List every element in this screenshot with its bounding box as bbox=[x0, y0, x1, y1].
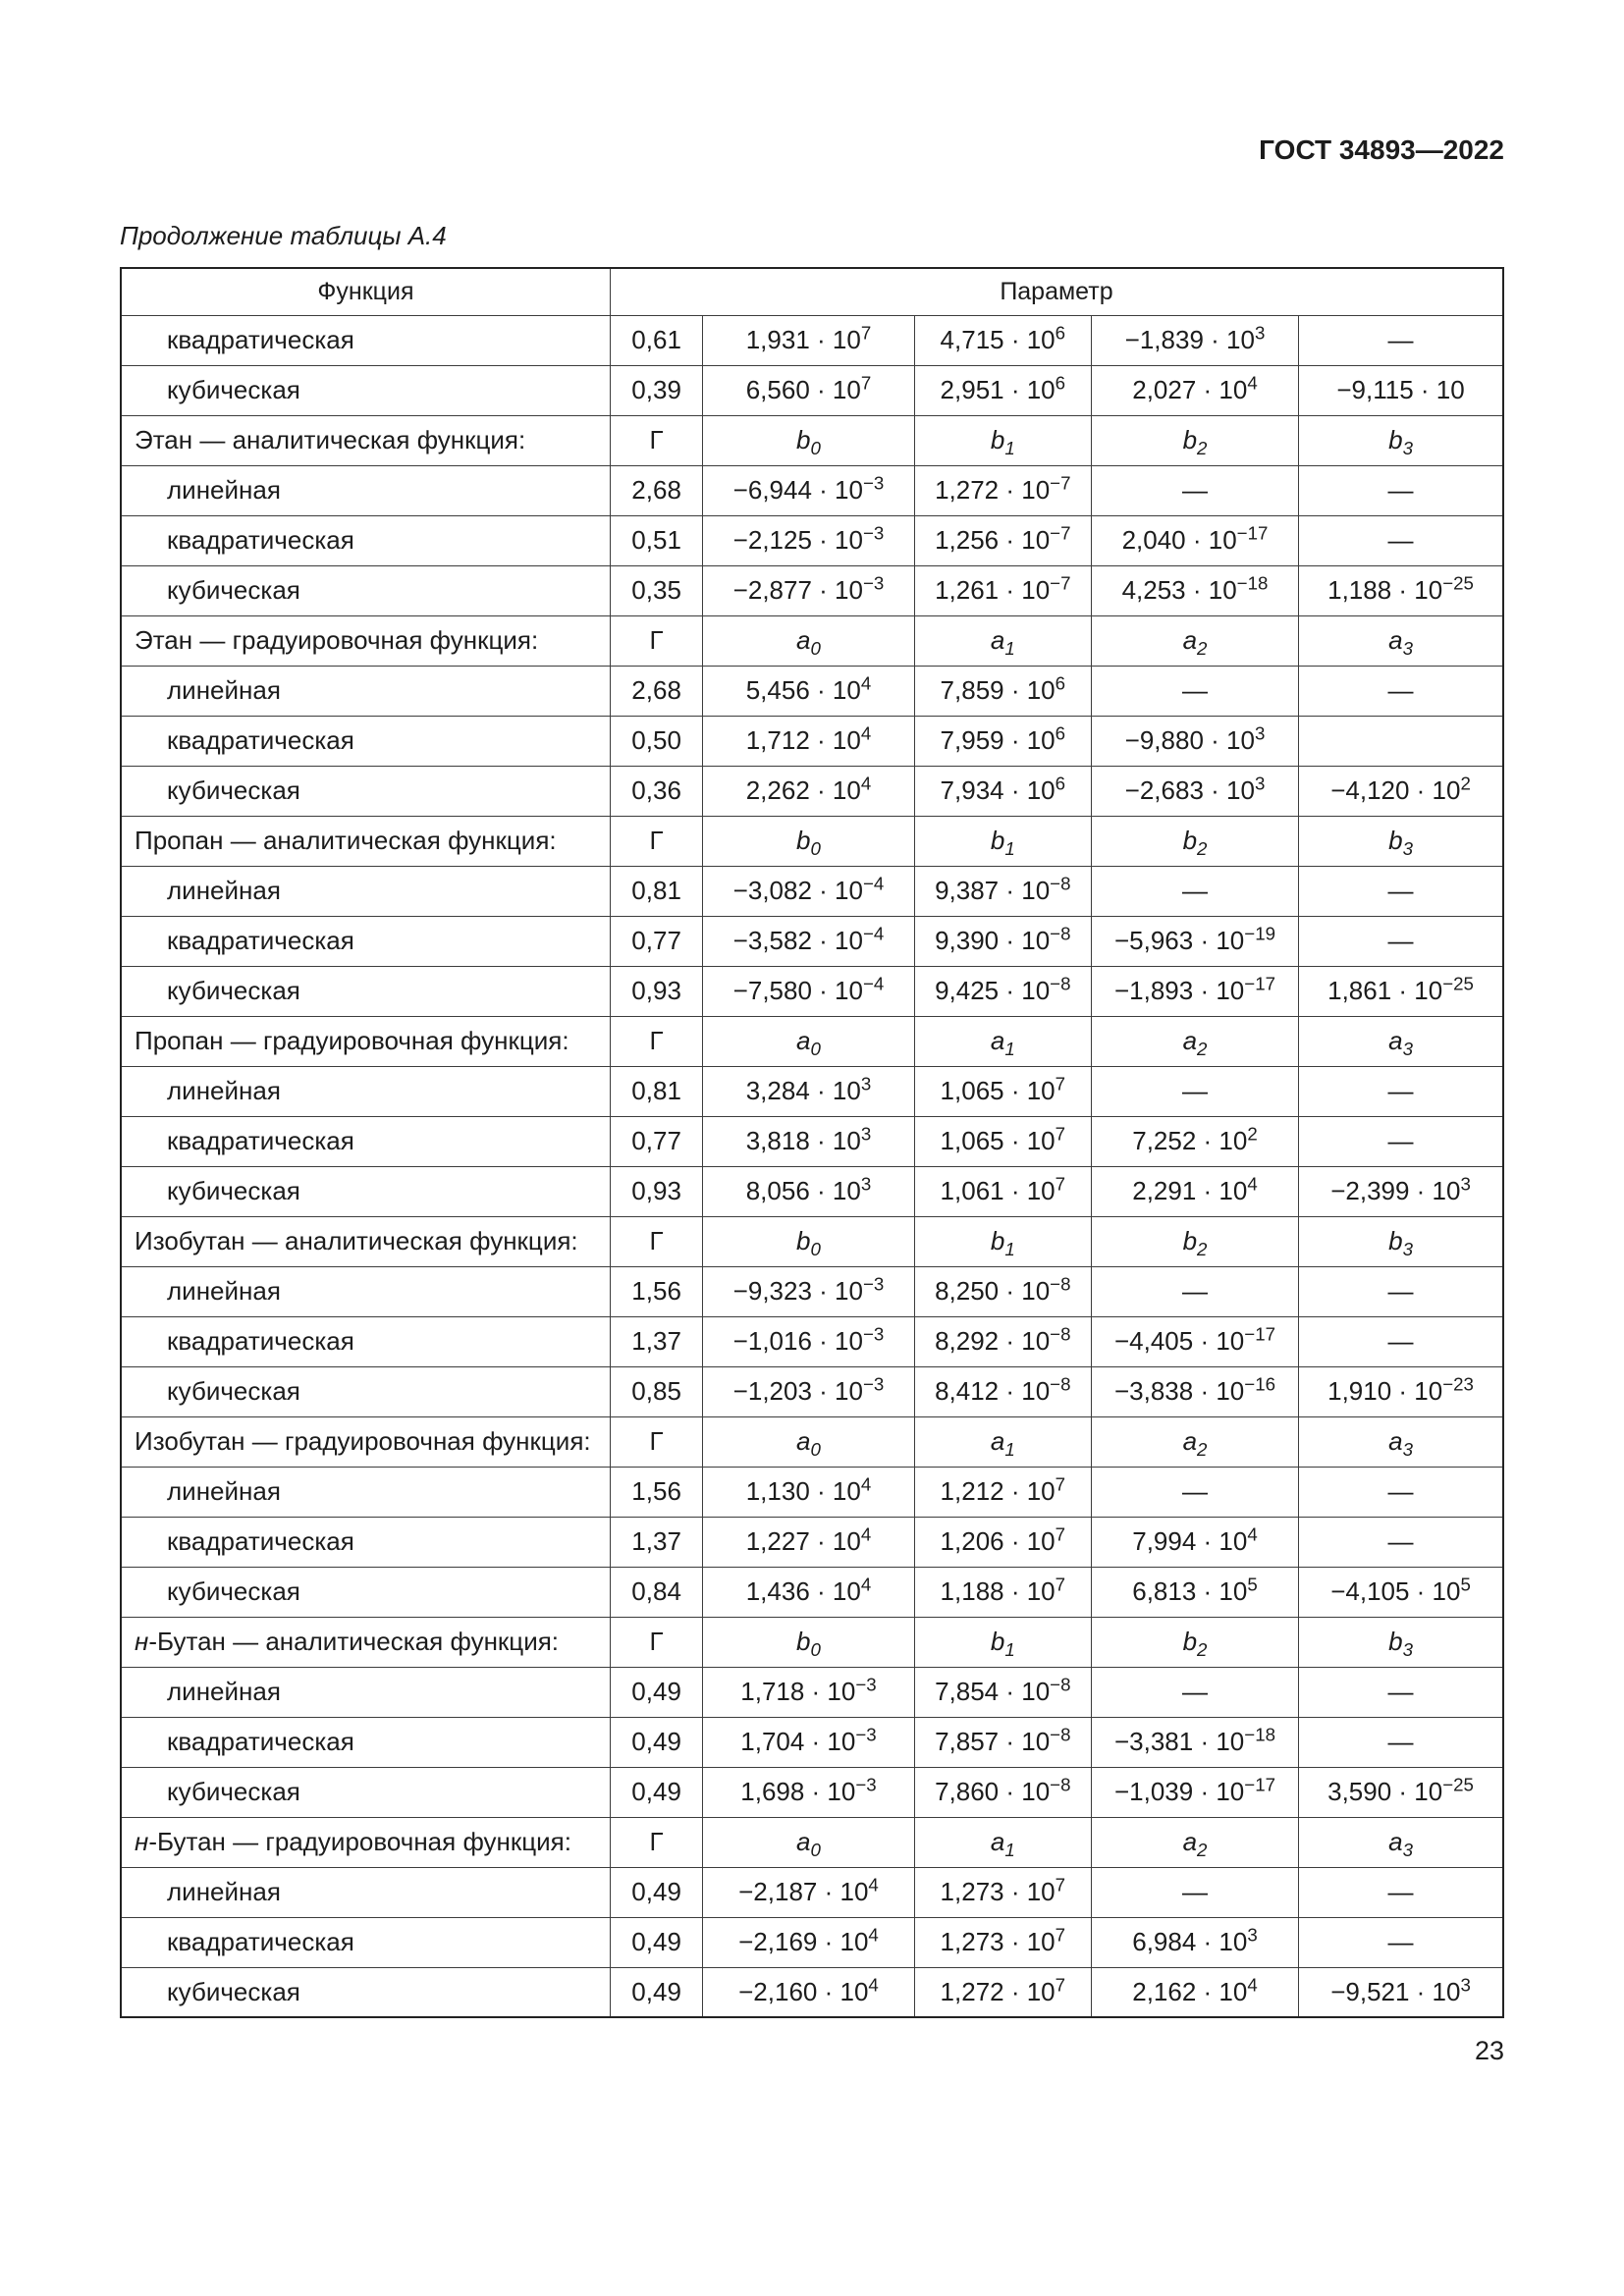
param-cell: $b_2$ bbox=[1091, 415, 1298, 465]
function-cell: кубическая bbox=[121, 565, 610, 615]
table-row bbox=[121, 465, 1503, 515]
param-cell: $8,412 \cdot 10^{-8}$ bbox=[914, 1366, 1091, 1416]
param-cell: $-7,580 \cdot 10^{-4}$ bbox=[703, 966, 914, 1016]
page-number: 23 bbox=[1474, 2036, 1504, 2066]
table-row bbox=[121, 315, 1503, 365]
function-cell: квадратическая bbox=[121, 1116, 610, 1166]
param-cell: $1,188 \cdot 10^{-25}$ bbox=[1299, 565, 1503, 615]
param-cell: $-4,105 \cdot 10^5$ bbox=[1299, 1567, 1503, 1617]
param-cell: $b_3$ bbox=[1299, 1216, 1503, 1266]
param-cell: $a_2$ bbox=[1091, 1416, 1298, 1467]
table-row bbox=[121, 1567, 1503, 1617]
param-cell: $a_2$ bbox=[1091, 1016, 1298, 1066]
param-cell: $-2,399 \cdot 10^3$ bbox=[1299, 1166, 1503, 1216]
param-cell: $b_2$ bbox=[1091, 1216, 1298, 1266]
param-cell: $1,436 \cdot 10^4$ bbox=[703, 1567, 914, 1617]
param-cell: $a_0$ bbox=[703, 1817, 914, 1867]
param-cell: $1,212 \cdot 10^7$ bbox=[914, 1467, 1091, 1517]
function-cell: кубическая bbox=[121, 1366, 610, 1416]
function-cell: Этан — аналитическая функция: bbox=[121, 415, 610, 465]
gamma-cell: Г bbox=[610, 1617, 702, 1667]
param-cell: $-2,160 \cdot 10^4$ bbox=[703, 1967, 914, 2017]
function-cell: квадратическая bbox=[121, 1316, 610, 1366]
param-cell: — bbox=[1299, 515, 1503, 565]
table-row bbox=[121, 1066, 1503, 1116]
param-cell: $2,951 \cdot 10^6$ bbox=[914, 365, 1091, 415]
table-row bbox=[121, 666, 1503, 716]
param-cell: $a_0$ bbox=[703, 1016, 914, 1066]
function-cell: линейная bbox=[121, 1867, 610, 1917]
function-cell: Пропан — аналитическая функция: bbox=[121, 816, 610, 866]
table-row bbox=[121, 1266, 1503, 1316]
param-cell: $4,715 \cdot 10^6$ bbox=[914, 315, 1091, 365]
section-row bbox=[121, 1016, 1503, 1066]
param-cell: $-3,082 \cdot 10^{-4}$ bbox=[703, 866, 914, 916]
gamma-cell: 0,51 bbox=[610, 515, 702, 565]
param-cell: $4,253 \cdot 10^{-18}$ bbox=[1091, 565, 1298, 615]
doc-number: ГОСТ 34893—2022 bbox=[1259, 134, 1504, 165]
param-cell: $b_0$ bbox=[703, 415, 914, 465]
param-cell: −9,115 · 10 bbox=[1299, 365, 1503, 415]
param-cell: $7,252 \cdot 10^2$ bbox=[1091, 1116, 1298, 1166]
function-cell: линейная bbox=[121, 1066, 610, 1116]
gamma-cell: 0,81 bbox=[610, 866, 702, 916]
table-row bbox=[121, 515, 1503, 565]
param-cell: $b_1$ bbox=[914, 816, 1091, 866]
table-row bbox=[121, 1667, 1503, 1717]
param-cell: $9,390 \cdot 10^{-8}$ bbox=[914, 916, 1091, 966]
table-row bbox=[121, 1366, 1503, 1416]
gamma-cell: 0,49 bbox=[610, 1867, 702, 1917]
param-cell: $7,994 \cdot 10^4$ bbox=[1091, 1517, 1298, 1567]
param-cell: $a_2$ bbox=[1091, 1817, 1298, 1867]
param-cell: — bbox=[1299, 1066, 1503, 1116]
gamma-cell: Г bbox=[610, 1416, 702, 1467]
param-cell: $b_1$ bbox=[914, 1617, 1091, 1667]
function-cell: н-Бутан — аналитическая функция: bbox=[121, 1617, 610, 1667]
param-cell: — bbox=[1299, 465, 1503, 515]
param-cell: $2,162 \cdot 10^4$ bbox=[1091, 1967, 1298, 2017]
param-cell: $b_2$ bbox=[1091, 1617, 1298, 1667]
function-cell: квадратическая bbox=[121, 315, 610, 365]
param-cell: $-1,203 \cdot 10^{-3}$ bbox=[703, 1366, 914, 1416]
param-cell: $a_1$ bbox=[914, 1016, 1091, 1066]
param-cell: $a_3$ bbox=[1299, 615, 1503, 666]
table-caption: Продолжение таблицы А.4 bbox=[120, 220, 447, 250]
param-cell: $-2,125 \cdot 10^{-3}$ bbox=[703, 515, 914, 565]
gamma-cell: 0,84 bbox=[610, 1567, 702, 1617]
param-cell: $7,959 \cdot 10^6$ bbox=[914, 716, 1091, 766]
param-cell: — bbox=[1299, 1467, 1503, 1517]
param-cell: — bbox=[1299, 1316, 1503, 1366]
param-cell: $-1,893 \cdot 10^{-17}$ bbox=[1091, 966, 1298, 1016]
section-row bbox=[121, 1216, 1503, 1266]
param-cell: $-9,323 \cdot 10^{-3}$ bbox=[703, 1266, 914, 1316]
param-cell: $a_3$ bbox=[1299, 1416, 1503, 1467]
section-row bbox=[121, 415, 1503, 465]
param-cell: $8,250 \cdot 10^{-8}$ bbox=[914, 1266, 1091, 1316]
gamma-cell: 1,56 bbox=[610, 1467, 702, 1517]
param-cell: $3,590 \cdot 10^{-25}$ bbox=[1299, 1767, 1503, 1817]
param-cell: $-3,838 \cdot 10^{-16}$ bbox=[1091, 1366, 1298, 1416]
gamma-cell: 0,85 bbox=[610, 1366, 702, 1416]
parameters-table bbox=[120, 267, 1504, 2019]
param-cell: — bbox=[1299, 1116, 1503, 1166]
table-row bbox=[121, 1917, 1503, 1967]
param-cell: $b_3$ bbox=[1299, 1617, 1503, 1667]
gamma-cell: 0,36 bbox=[610, 766, 702, 816]
function-cell: кубическая bbox=[121, 1767, 610, 1817]
table-row bbox=[121, 866, 1503, 916]
function-cell: квадратическая bbox=[121, 1917, 610, 1967]
table-row bbox=[121, 1467, 1503, 1517]
param-cell: $2,027 \cdot 10^4$ bbox=[1091, 365, 1298, 415]
param-cell: — bbox=[1091, 866, 1298, 916]
table-body bbox=[121, 315, 1503, 2017]
param-cell: — bbox=[1299, 1266, 1503, 1316]
gamma-cell: 2,68 bbox=[610, 666, 702, 716]
table-row bbox=[121, 966, 1503, 1016]
param-cell: $b_2$ bbox=[1091, 816, 1298, 866]
param-cell: — bbox=[1091, 1467, 1298, 1517]
param-cell: $7,859 \cdot 10^6$ bbox=[914, 666, 1091, 716]
table-row bbox=[121, 1517, 1503, 1567]
param-cell: $1,261 \cdot 10^{-7}$ bbox=[914, 565, 1091, 615]
table-row bbox=[121, 1316, 1503, 1366]
function-cell: линейная bbox=[121, 866, 610, 916]
gamma-cell: 0,77 bbox=[610, 1116, 702, 1166]
param-cell: — bbox=[1091, 1867, 1298, 1917]
function-cell: кубическая bbox=[121, 966, 610, 1016]
param-cell: $-1,839 \cdot 10^3$ bbox=[1091, 315, 1298, 365]
function-cell: кубическая bbox=[121, 365, 610, 415]
param-cell: $1,910 \cdot 10^{-23}$ bbox=[1299, 1366, 1503, 1416]
param-cell: $2,262 \cdot 10^4$ bbox=[703, 766, 914, 816]
section-row bbox=[121, 615, 1503, 666]
param-cell: $1,130 \cdot 10^4$ bbox=[703, 1467, 914, 1517]
gamma-cell: 0,39 bbox=[610, 365, 702, 415]
param-cell: $1,061 \cdot 10^7$ bbox=[914, 1166, 1091, 1216]
gamma-cell: Г bbox=[610, 1817, 702, 1867]
param-cell: $b_1$ bbox=[914, 1216, 1091, 1266]
param-cell: — bbox=[1299, 1917, 1503, 1967]
gamma-cell: 0,93 bbox=[610, 966, 702, 1016]
param-cell: $1,704 \cdot 10^{-3}$ bbox=[703, 1717, 914, 1767]
param-cell: $3,284 \cdot 10^3$ bbox=[703, 1066, 914, 1116]
param-cell: $6,984 \cdot 10^3$ bbox=[1091, 1917, 1298, 1967]
param-cell: $a_0$ bbox=[703, 615, 914, 666]
function-cell: Пропан — градуировочная функция: bbox=[121, 1016, 610, 1066]
param-cell: $-2,877 \cdot 10^{-3}$ bbox=[703, 565, 914, 615]
gamma-cell: 2,68 bbox=[610, 465, 702, 515]
function-cell: квадратическая bbox=[121, 515, 610, 565]
param-cell: — bbox=[1299, 1867, 1503, 1917]
param-cell: $6,813 \cdot 10^5$ bbox=[1091, 1567, 1298, 1617]
gamma-cell: 0,77 bbox=[610, 916, 702, 966]
param-cell: $1,256 \cdot 10^{-7}$ bbox=[914, 515, 1091, 565]
gamma-cell: 0,93 bbox=[610, 1166, 702, 1216]
param-cell: $1,206 \cdot 10^7$ bbox=[914, 1517, 1091, 1567]
param-cell: $7,934 \cdot 10^6$ bbox=[914, 766, 1091, 816]
gamma-cell: Г bbox=[610, 816, 702, 866]
param-cell: $-2,187 \cdot 10^4$ bbox=[703, 1867, 914, 1917]
param-cell: — bbox=[1299, 916, 1503, 966]
function-cell: квадратическая bbox=[121, 1717, 610, 1767]
param-cell: $a_3$ bbox=[1299, 1817, 1503, 1867]
param-cell: — bbox=[1091, 1266, 1298, 1316]
param-cell: $7,860 \cdot 10^{-8}$ bbox=[914, 1767, 1091, 1817]
table-row bbox=[121, 1116, 1503, 1166]
function-cell: Изобутан — аналитическая функция: bbox=[121, 1216, 610, 1266]
param-cell: $1,065 \cdot 10^7$ bbox=[914, 1116, 1091, 1166]
param-cell: $b_3$ bbox=[1299, 816, 1503, 866]
gamma-cell: Г bbox=[610, 1216, 702, 1266]
param-cell: $1,861 \cdot 10^{-25}$ bbox=[1299, 966, 1503, 1016]
table-row bbox=[121, 1867, 1503, 1917]
table-row bbox=[121, 565, 1503, 615]
param-cell: $b_0$ bbox=[703, 1216, 914, 1266]
param-cell: — bbox=[1299, 1717, 1503, 1767]
param-cell: — bbox=[1091, 1066, 1298, 1116]
gamma-cell: 0,35 bbox=[610, 565, 702, 615]
param-cell: $-1,039 \cdot 10^{-17}$ bbox=[1091, 1767, 1298, 1817]
param-cell: $-1,016 \cdot 10^{-3}$ bbox=[703, 1316, 914, 1366]
gamma-cell: 0,50 bbox=[610, 716, 702, 766]
param-cell: $b_0$ bbox=[703, 816, 914, 866]
gamma-cell: 0,49 bbox=[610, 1717, 702, 1767]
param-cell: $1,273 \cdot 10^7$ bbox=[914, 1867, 1091, 1917]
table-row bbox=[121, 1967, 1503, 2017]
table-row bbox=[121, 716, 1503, 766]
gamma-cell: 0,81 bbox=[610, 1066, 702, 1116]
function-cell: Этан — градуировочная функция: bbox=[121, 615, 610, 666]
gamma-cell: 0,61 bbox=[610, 315, 702, 365]
param-cell: $9,387 \cdot 10^{-8}$ bbox=[914, 866, 1091, 916]
param-cell: $-6,944 \cdot 10^{-3}$ bbox=[703, 465, 914, 515]
param-cell: $1,227 \cdot 10^4$ bbox=[703, 1517, 914, 1567]
param-cell: $1,272 \cdot 10^{-7}$ bbox=[914, 465, 1091, 515]
param-cell: $b_3$ bbox=[1299, 415, 1503, 465]
param-cell: $b_1$ bbox=[914, 415, 1091, 465]
function-cell: кубическая bbox=[121, 766, 610, 816]
param-cell: $9,425 \cdot 10^{-8}$ bbox=[914, 966, 1091, 1016]
param-cell: $7,854 \cdot 10^{-8}$ bbox=[914, 1667, 1091, 1717]
param-cell: $7,857 \cdot 10^{-8}$ bbox=[914, 1717, 1091, 1767]
param-cell: $2,291 \cdot 10^4$ bbox=[1091, 1166, 1298, 1216]
function-cell: линейная bbox=[121, 1467, 610, 1517]
param-cell: $a_0$ bbox=[703, 1416, 914, 1467]
param-cell bbox=[1299, 716, 1503, 766]
param-cell: $-4,120 \cdot 10^2$ bbox=[1299, 766, 1503, 816]
param-cell: $1,712 \cdot 10^4$ bbox=[703, 716, 914, 766]
function-cell: кубическая bbox=[121, 1967, 610, 2017]
param-cell: $1,188 \cdot 10^7$ bbox=[914, 1567, 1091, 1617]
section-row bbox=[121, 1817, 1503, 1867]
param-cell: — bbox=[1091, 666, 1298, 716]
function-cell: линейная bbox=[121, 1266, 610, 1316]
table-row bbox=[121, 365, 1503, 415]
table-row bbox=[121, 1767, 1503, 1817]
param-cell: — bbox=[1299, 666, 1503, 716]
gamma-cell: 1,37 bbox=[610, 1316, 702, 1366]
gamma-cell: 0,49 bbox=[610, 1667, 702, 1717]
param-cell: — bbox=[1299, 1517, 1503, 1567]
function-cell: кубическая bbox=[121, 1567, 610, 1617]
param-cell: $a_1$ bbox=[914, 1416, 1091, 1467]
param-cell: $2,040 \cdot 10^{-17}$ bbox=[1091, 515, 1298, 565]
param-cell: $-9,880 \cdot 10^3$ bbox=[1091, 716, 1298, 766]
function-cell: н-Бутан — градуировочная функция: bbox=[121, 1817, 610, 1867]
section-row bbox=[121, 1617, 1503, 1667]
function-cell: квадратическая bbox=[121, 916, 610, 966]
gamma-cell: 0,49 bbox=[610, 1967, 702, 2017]
section-row bbox=[121, 1416, 1503, 1467]
param-cell: $8,292 \cdot 10^{-8}$ bbox=[914, 1316, 1091, 1366]
table-row bbox=[121, 766, 1503, 816]
function-cell: Изобутан — градуировочная функция: bbox=[121, 1416, 610, 1467]
param-cell: $5,456 \cdot 10^4$ bbox=[703, 666, 914, 716]
gamma-cell: Г bbox=[610, 1016, 702, 1066]
function-cell: линейная bbox=[121, 666, 610, 716]
param-cell: $a_2$ bbox=[1091, 615, 1298, 666]
function-cell: линейная bbox=[121, 1667, 610, 1717]
gamma-cell: 0,49 bbox=[610, 1917, 702, 1967]
param-cell: $-2,169 \cdot 10^4$ bbox=[703, 1917, 914, 1967]
table-row bbox=[121, 1717, 1503, 1767]
gamma-cell: 1,56 bbox=[610, 1266, 702, 1316]
param-cell: $-9,521 \cdot 10^3$ bbox=[1299, 1967, 1503, 2017]
param-cell: — bbox=[1299, 866, 1503, 916]
param-cell: $a_1$ bbox=[914, 615, 1091, 666]
function-cell: квадратическая bbox=[121, 1517, 610, 1567]
param-cell: $8,056 \cdot 10^3$ bbox=[703, 1166, 914, 1216]
table-row bbox=[121, 1166, 1503, 1216]
param-cell: $1,065 \cdot 10^7$ bbox=[914, 1066, 1091, 1116]
param-cell: $6,560 \cdot 10^7$ bbox=[703, 365, 914, 415]
section-row bbox=[121, 816, 1503, 866]
param-cell: $1,718 \cdot 10^{-3}$ bbox=[703, 1667, 914, 1717]
param-cell: $a_3$ bbox=[1299, 1016, 1503, 1066]
param-cell: $1,273 \cdot 10^7$ bbox=[914, 1917, 1091, 1967]
gamma-cell: 0,49 bbox=[610, 1767, 702, 1817]
function-cell: линейная bbox=[121, 465, 610, 515]
param-cell: $1,698 \cdot 10^{-3}$ bbox=[703, 1767, 914, 1817]
gamma-cell: Г bbox=[610, 615, 702, 666]
param-cell: $b_0$ bbox=[703, 1617, 914, 1667]
param-cell: $-2,683 \cdot 10^3$ bbox=[1091, 766, 1298, 816]
param-cell: $-4,405 \cdot 10^{-17}$ bbox=[1091, 1316, 1298, 1366]
column-header-parameter: Параметр bbox=[610, 268, 1503, 316]
function-cell: кубическая bbox=[121, 1166, 610, 1216]
gamma-cell: 1,37 bbox=[610, 1517, 702, 1567]
param-cell: $-3,381 \cdot 10^{-18}$ bbox=[1091, 1717, 1298, 1767]
param-cell: — bbox=[1091, 1667, 1298, 1717]
param-cell: $1,272 \cdot 10^7$ bbox=[914, 1967, 1091, 2017]
function-cell: квадратическая bbox=[121, 716, 610, 766]
table-header-row bbox=[121, 268, 1503, 316]
param-cell: $a_1$ bbox=[914, 1817, 1091, 1867]
param-cell: — bbox=[1299, 1667, 1503, 1717]
param-cell: — bbox=[1299, 315, 1503, 365]
column-header-function: Функция bbox=[121, 268, 610, 316]
param-cell: $1,931 \cdot 10^7$ bbox=[703, 315, 914, 365]
param-cell: $-3,582 \cdot 10^{-4}$ bbox=[703, 916, 914, 966]
table-row bbox=[121, 916, 1503, 966]
param-cell: — bbox=[1091, 465, 1298, 515]
gamma-cell: Г bbox=[610, 415, 702, 465]
param-cell: $3,818 \cdot 10^3$ bbox=[703, 1116, 914, 1166]
param-cell: $-5,963 \cdot 10^{-19}$ bbox=[1091, 916, 1298, 966]
